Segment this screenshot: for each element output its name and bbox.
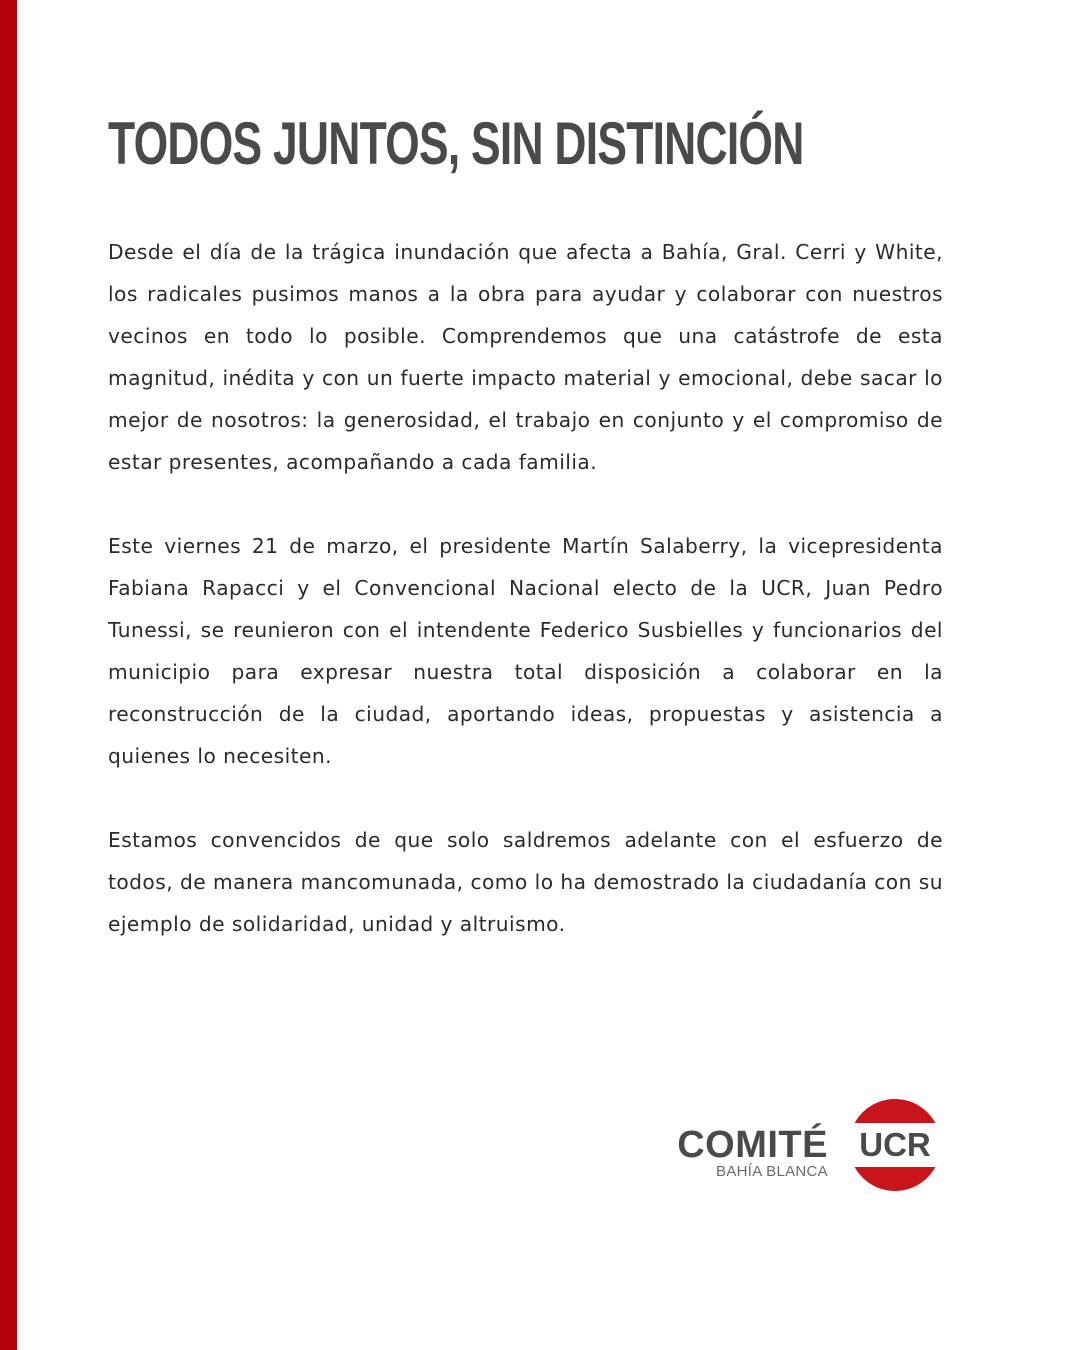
logo-mark-text: UCR [859,1126,931,1163]
logo-comite-text: COMITÉ [677,1124,828,1166]
statement-body [108,231,943,987]
paragraph-2: Este viernes 21 de marzo, el presidente Martín Salaberry, la vicepresidenta Fabiana Rapacci y el Convencional Nacional electo de la UCR, Juan Pedro Tunessi, se reunieron con el intendente Federico Susbielles y funcionarios del municipio para expresar nuestra total disposición a colaborar en la reconstrucción de la ciudad, aportando ideas, propuestas y asistencia a quienes lo necesiten. [108,534,943,768]
ucr-logo [675,1093,945,1197]
page-title: TODOS JUNTOS, SIN DISTINCIÓN [108,110,804,177]
left-accent-bar [0,0,17,1350]
ucr-emblem-icon [849,1093,941,1197]
logo-city-text: BAHÍA BLANCA [716,1163,828,1180]
paragraph-1: Desde el día de la trágica inundación que afecta a Bahía, Gral. Cerri y White, los radicales pusimos manos a la obra para ayudar y colaborar con nuestros vecinos en todo lo posible. Comprendemos que una catástrofe de esta magnitud, inédita y con un fuerte impacto material y emocional, debe sacar lo mejor de nosotros: la generosidad, el trabajo en conjunto y el compromiso de estar presentes, acompañando a cada familia. [108,240,943,474]
paragraph-3: Estamos convencidos de que solo saldremos adelante con el esfuerzo de todos, de manera mancomunada, como lo ha demostrado la ciudadanía con su ejemplo de solidaridad, unidad y altruismo. [108,828,943,936]
